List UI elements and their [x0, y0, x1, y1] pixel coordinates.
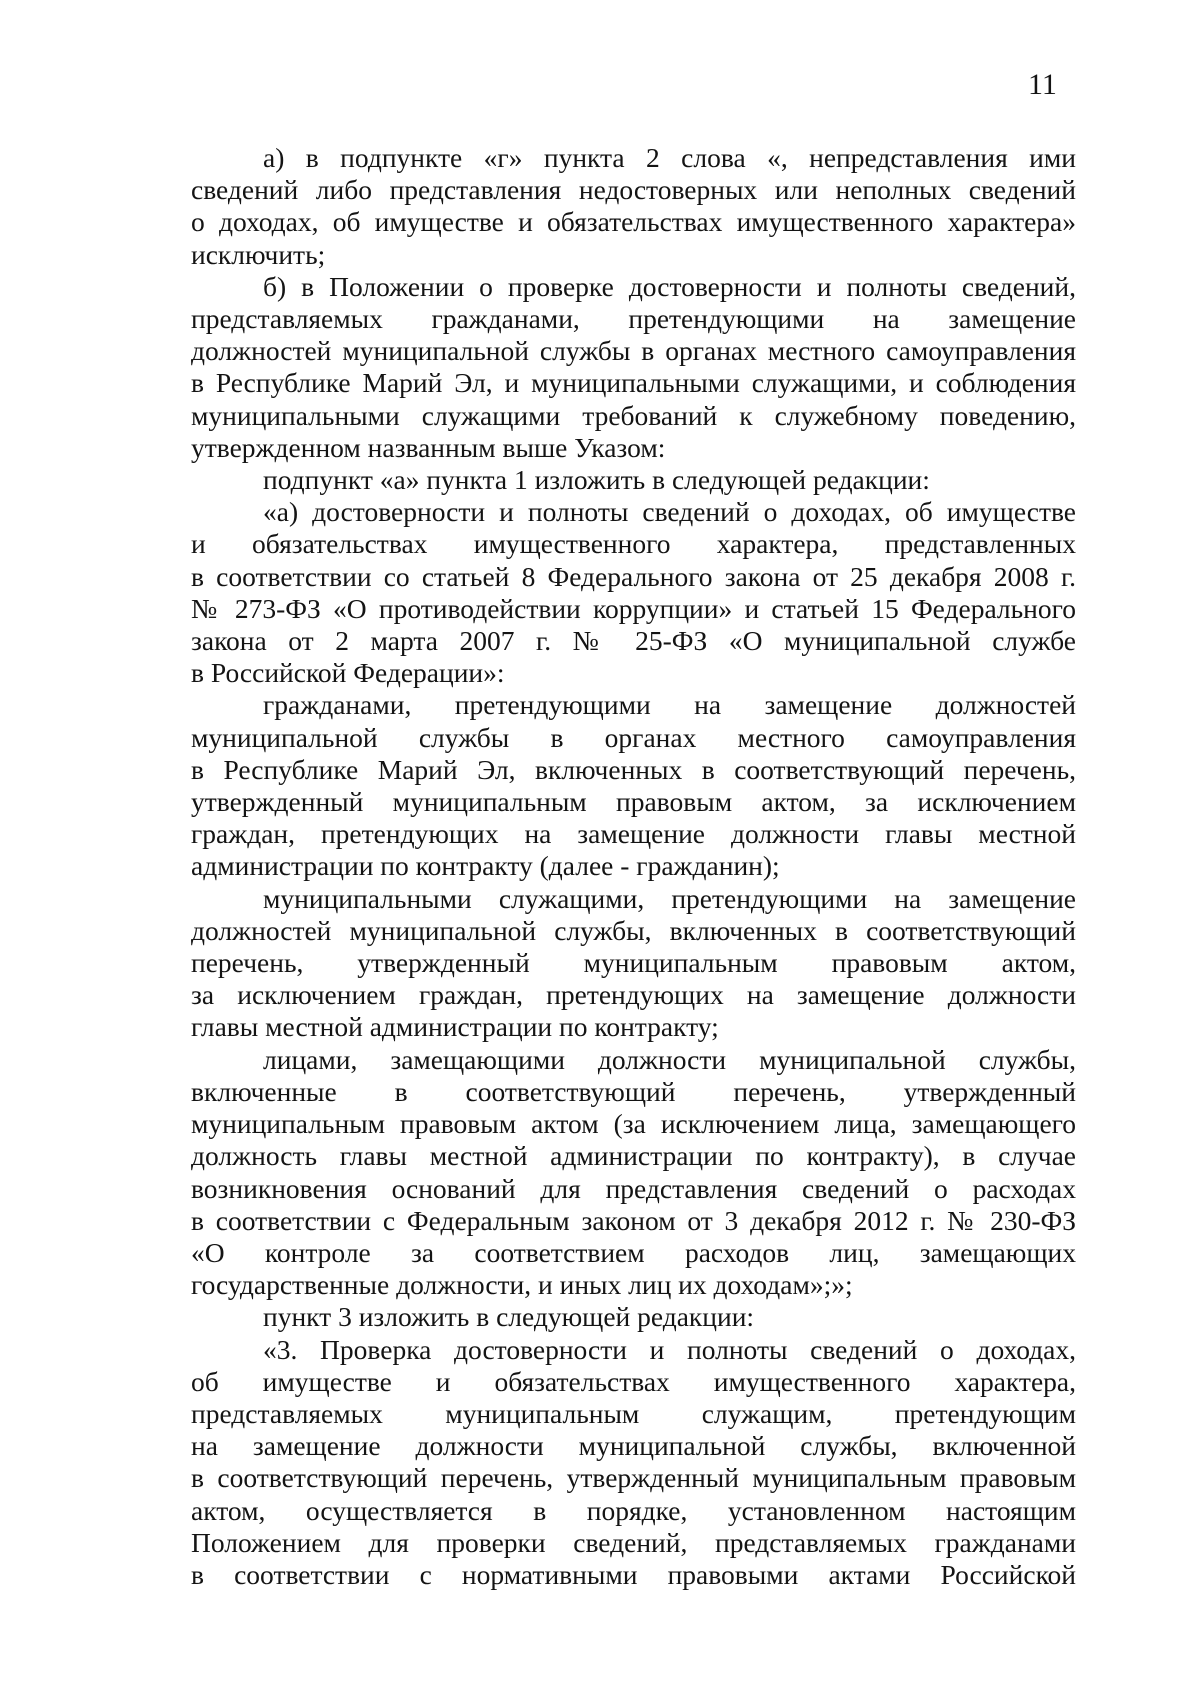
- paragraph-municipal-employees: [191, 883, 1076, 1044]
- text-line: Положением для проверки сведений, представляемых гражданами: [191, 1526, 1076, 1558]
- text-line: в Республике Марий Эл, включенных в соответствующий перечень,: [191, 753, 1076, 785]
- document-body: [191, 142, 1076, 1591]
- text-line: о доходах, об имуществе и обязательствах имущественного характера»: [191, 206, 1076, 238]
- text-line: граждан, претендующих на замещение должности главы местной: [191, 818, 1076, 850]
- text-line: государственные должности, и иных лиц их доходам»;»;: [191, 1269, 853, 1301]
- page-number: 11: [1028, 68, 1057, 101]
- text-line: за исключением граждан, претендующих на замещение должности: [191, 979, 1076, 1011]
- text-line: на замещение должности муниципальной службы, включенной: [191, 1430, 1076, 1462]
- text-line: муниципальными служащими требований к служебному поведению,: [191, 399, 1076, 431]
- text-line: и обязательствах имущественного характера, представленных: [191, 528, 1076, 560]
- text-line: перечень, утвержденный муниципальным правовым актом,: [191, 947, 1076, 979]
- text-line: б) в Положении о проверке достоверности и полноты сведений,: [263, 270, 1076, 302]
- text-line: закона от 2 марта 2007 г. № 25-ФЗ «О муниципальной службе: [191, 625, 1076, 657]
- text-line: в соответствии с нормативными правовыми актами Российской: [191, 1558, 1076, 1590]
- text-line: должностей муниципальной службы, включенных в соответствующий: [191, 914, 1076, 946]
- text-line: № 273-ФЗ «О противодействии коррупции» и статьей 15 Федерального: [191, 592, 1076, 624]
- text-line: «3. Проверка достоверности и полноты сведений о доходах,: [263, 1333, 1076, 1365]
- text-line: главы местной администрации по контракту;: [191, 1011, 719, 1043]
- text-line: муниципальным правовым актом (за исключением лица, замещающего: [191, 1108, 1076, 1140]
- text-line: в соответствующий перечень, утвержденный муниципальным правовым: [191, 1462, 1076, 1494]
- text-line: актом, осуществляется в порядке, установленном настоящим: [191, 1494, 1076, 1526]
- text-line: администрации по контракту (далее - гражданин);: [191, 850, 780, 882]
- text-line: муниципальной службы в органах местного самоуправления: [191, 721, 1076, 753]
- text-line: об имуществе и обязательствах имущественного характера,: [191, 1365, 1076, 1397]
- text-line: сведений либо представления недостоверных или неполных сведений: [191, 174, 1076, 206]
- text-line: представляемых муниципальным служащим, претендующим: [191, 1397, 1076, 1429]
- paragraph-persons-holding-positions: [191, 1044, 1076, 1302]
- text-line: «а) достоверности и полноты сведений о доходах, об имуществе: [263, 496, 1076, 528]
- text-line: представляемых гражданами, претендующими на замещение: [191, 303, 1076, 335]
- text-line: должность главы местной администрации по контракту), в случае: [191, 1140, 1076, 1172]
- paragraph-point-3-intro: [191, 1301, 1076, 1333]
- paragraph-subpoint-b-regulation: [191, 271, 1076, 464]
- text-line: в Российской Федерации»:: [191, 657, 505, 689]
- text-line: муниципальными служащими, претендующими на замещение: [263, 882, 1076, 914]
- paragraph-quoted-subpoint-a: [191, 496, 1076, 689]
- text-line: в соответствии со статьей 8 Федерального закона от 25 декабря 2008 г.: [191, 560, 1076, 592]
- paragraph-citizens: [191, 689, 1076, 882]
- paragraph-subpoint-a-amendment: [191, 142, 1076, 271]
- paragraph-quoted-point-3: [191, 1334, 1076, 1592]
- text-line: пункт 3 изложить в следующей редакции:: [263, 1301, 755, 1333]
- text-line: утвержденный муниципальным правовым актом, за исключением: [191, 786, 1076, 818]
- text-line: утвержденном названным выше Указом:: [191, 431, 666, 463]
- text-line: подпункт «а» пункта 1 изложить в следующей редакции:: [263, 464, 930, 496]
- text-line: должностей муниципальной службы в органах местного самоуправления: [191, 335, 1076, 367]
- text-line: «О контроле за соответствием расходов лиц, замещающих: [191, 1236, 1076, 1268]
- text-line: в Республике Марий Эл, и муниципальными служащими, и соблюдения: [191, 367, 1076, 399]
- text-line: в соответствии с Федеральным законом от 3 декабря 2012 г. № 230-ФЗ: [191, 1204, 1076, 1236]
- text-line: включенные в соответствующий перечень, утвержденный: [191, 1075, 1076, 1107]
- text-line: лицами, замещающими должности муниципальной службы,: [263, 1043, 1076, 1075]
- text-line: а) в подпункте «г» пункта 2 слова «, непредставления ими: [263, 142, 1076, 173]
- paragraph-point-1-intro: [191, 464, 1076, 496]
- text-line: возникновения оснований для представления сведений о расходах: [191, 1172, 1076, 1204]
- text-line: исключить;: [191, 238, 326, 270]
- text-line: гражданами, претендующими на замещение должностей: [263, 689, 1076, 721]
